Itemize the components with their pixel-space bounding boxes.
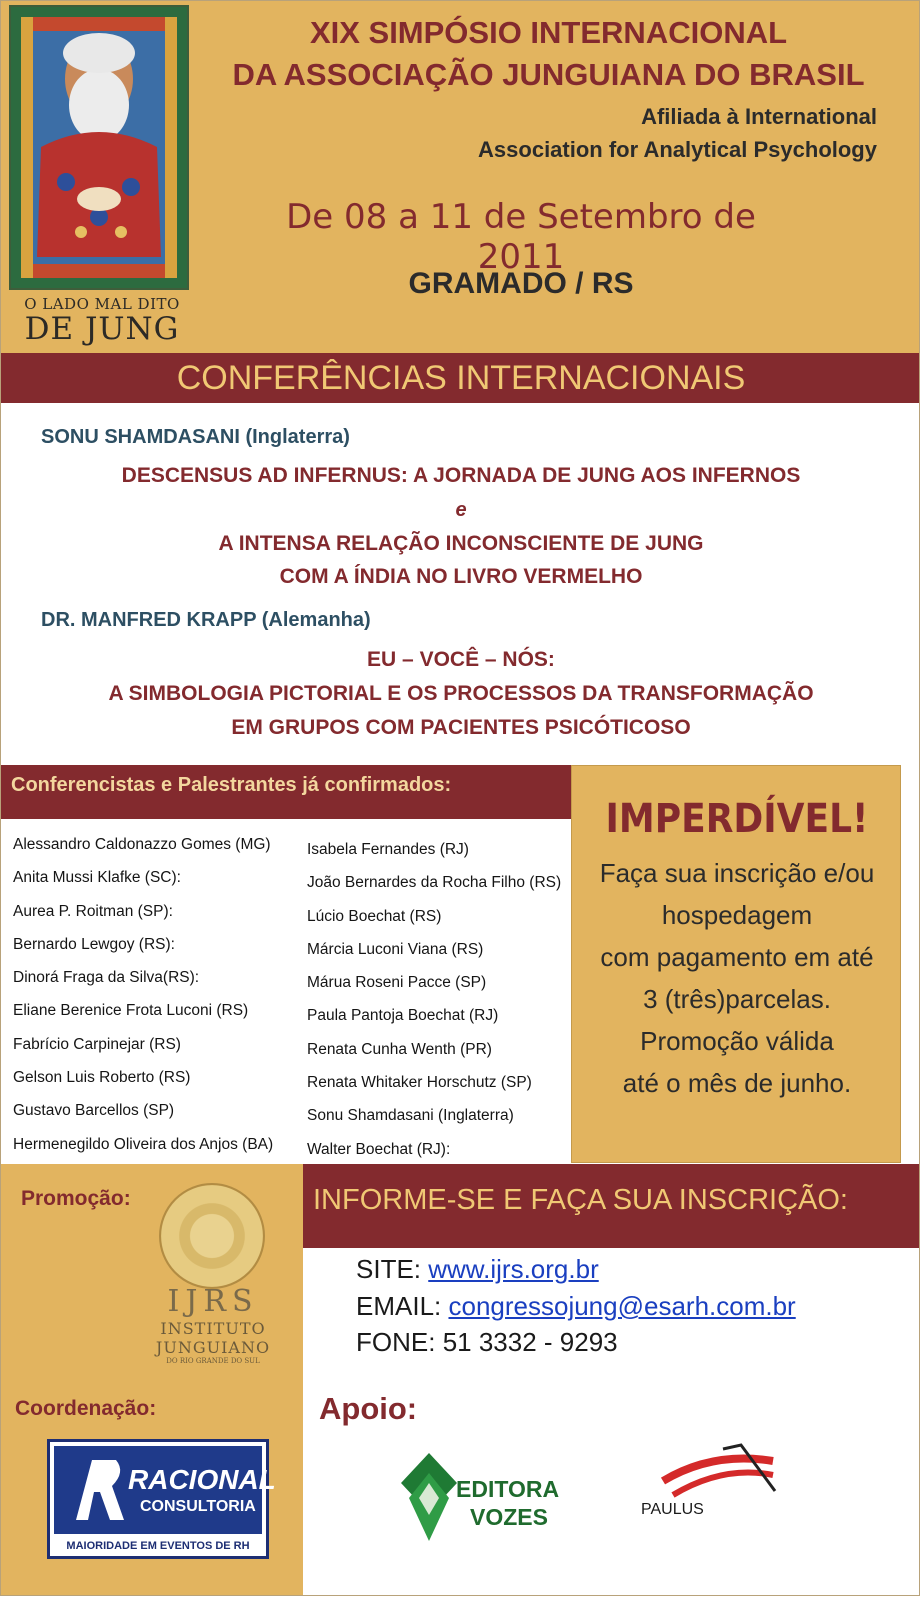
- promo-line: hospedagem: [661, 900, 813, 930]
- ijrs-name: INSTITUTO: [160, 1319, 266, 1338]
- list-item: Sonu Shamdasani (Inglaterra): [307, 1107, 514, 1125]
- phone-label: FONE:: [356, 1327, 436, 1357]
- portrait-illustration: [21, 17, 177, 278]
- speaker-krapp: DR. MANFRED KRAPP (Alemanha): [41, 609, 371, 631]
- event-title-line1: XIX SIMPÓSIO INTERNACIONAL: [309, 15, 788, 50]
- list-item: Renata Cunha Wenth (PR): [307, 1040, 492, 1058]
- promo-line: até o mês de junho.: [622, 1068, 852, 1098]
- ijrs-name: DO RIO GRANDE DO SUL: [166, 1357, 260, 1365]
- list-item: Isabela Fernandes (RJ): [307, 841, 469, 858]
- editora-vozes-logo-icon: [399, 1453, 459, 1543]
- racional-logo: [47, 1439, 276, 1559]
- list-item: Hermenegildo Oliveira dos Anjos (BA): [13, 1135, 274, 1153]
- list-item: Renata Whitaker Horschutz (SP): [307, 1074, 532, 1092]
- racional-tagline: MAIORIDADE EM EVENTOS DE RH: [66, 1540, 250, 1552]
- list-item: Alessandro Caldonazzo Gomes (MG): [13, 836, 271, 853]
- list-item: Bernardo Lewgoy (RS):: [13, 935, 175, 953]
- event-title-line2: DA ASSOCIAÇÃO JUNGUIANA DO BRASIL: [232, 57, 865, 92]
- racional-name: RACIONAL: [128, 1464, 276, 1495]
- affiliation-line2: Association for Analytical Psychology: [478, 137, 877, 162]
- list-item: Gelson Luis Roberto (RS): [13, 1069, 191, 1087]
- info-heading: INFORME-SE E FAÇA SUA INSCRIÇÃO:: [303, 1164, 920, 1248]
- list-item: Lúcio Boechat (RS): [307, 907, 442, 925]
- vozes-name: EDITORA: [456, 1476, 560, 1502]
- ijrs-logo: [153, 1284, 273, 1365]
- header: [1, 1, 920, 353]
- list-item: Paula Pantoja Boechat (RJ): [307, 1007, 499, 1025]
- affiliation-line1: Afiliada à International: [641, 104, 877, 129]
- list-item: Dinorá Fraga da Silva(RS):: [13, 969, 200, 987]
- talk-title: DESCENSUS AD INFERNUS: A JORNADA DE JUNG AOS INFERNOS: [121, 464, 801, 487]
- ijrs-name: JUNGUIANO: [155, 1338, 271, 1357]
- book-title-line1: O LADO MAL DITO: [24, 295, 180, 313]
- list-item: Márua Roseni Pacce (SP): [307, 974, 487, 992]
- phone-line: [356, 1327, 618, 1358]
- ijrs-abbr: IJRS: [167, 1284, 259, 1319]
- site-line: [356, 1254, 599, 1285]
- speaker-shamdasani: SONU SHAMDASANI (Inglaterra): [41, 426, 350, 448]
- promo-line: Faça sua inscrição e/ou: [599, 858, 875, 888]
- promo-line: Promoção válida: [640, 1026, 834, 1056]
- conferences-heading: CONFERÊNCIAS INTERNACIONAIS: [1, 353, 920, 403]
- list-item: João Bernardes da Rocha Filho (RS): [307, 874, 562, 892]
- talk-title: EU – VOCÊ – NÓS:: [367, 648, 555, 671]
- speaker-list-col2: [307, 840, 561, 1173]
- racional-r-icon: [68, 1450, 128, 1530]
- promocao-label: Promoção:: [21, 1187, 131, 1210]
- event-city: GRAMADO / RS: [408, 267, 634, 300]
- list-item: Márcia Luconi Viana (RS): [307, 940, 484, 958]
- paulus-logo-icon: [653, 1441, 783, 1501]
- speaker-list-col1: [13, 835, 273, 1168]
- list-item: Anita Mussi Klafke (SC):: [13, 869, 181, 887]
- promo-line: com pagamento em até: [600, 942, 874, 972]
- jung-portrait-image: [9, 5, 189, 290]
- email-label: EMAIL:: [356, 1291, 442, 1321]
- editora-vozes-logo: [456, 1475, 559, 1531]
- paulus-logo: PAULUS: [641, 1501, 704, 1518]
- talk-title: EM GRUPOS COM PACIENTES PSICÓTICOSO: [231, 716, 691, 739]
- promo-line: 3 (três)parcelas.: [643, 984, 831, 1014]
- list-item: Gustavo Barcellos (SP): [13, 1102, 175, 1120]
- talk-title: A SIMBOLOGIA PICTORIAL E OS PROCESSOS DA TRANSFORMAÇÃO: [108, 682, 814, 705]
- apoio-label: Apoio:: [319, 1391, 418, 1426]
- promo-box: [571, 765, 901, 1163]
- email-link[interactable]: congressojung@esarh.com.br: [448, 1291, 796, 1321]
- vozes-name: VOZES: [470, 1504, 548, 1530]
- email-line: [356, 1291, 796, 1322]
- racional-sub: CONSULTORIA: [140, 1498, 256, 1515]
- talk-title: A INTENSA RELAÇÃO INCONSCIENTE DE JUNG: [218, 532, 704, 555]
- site-label: SITE:: [356, 1254, 422, 1284]
- list-item: Aurea P. Roitman (SP):: [13, 902, 173, 920]
- promo-headline: IMPERDÍVEL!: [605, 796, 869, 842]
- list-item: Eliane Berenice Frota Luconi (RS): [13, 1002, 249, 1020]
- book-title-line2: DE JUNG: [24, 311, 180, 347]
- list-item: Fabrício Carpinejar (RS): [13, 1035, 181, 1053]
- coordenacao-label: Coordenação:: [15, 1397, 157, 1420]
- ijrs-seal-icon: [159, 1183, 265, 1289]
- event-dates: De 08 a 11 de Setembro de 2011: [286, 197, 756, 277]
- site-link[interactable]: www.ijrs.org.br: [428, 1254, 599, 1284]
- list-item: Walter Boechat (RJ):: [307, 1140, 451, 1158]
- talk-conjunction: e: [455, 499, 467, 521]
- talk-title: COM A ÍNDIA NO LIVRO VERMELHO: [279, 565, 643, 588]
- phone-value: 51 3332 - 9293: [442, 1327, 618, 1357]
- promo-text: [572, 852, 902, 1104]
- confirmed-heading: Conferencistas e Palestrantes já confirmados:: [1, 765, 571, 819]
